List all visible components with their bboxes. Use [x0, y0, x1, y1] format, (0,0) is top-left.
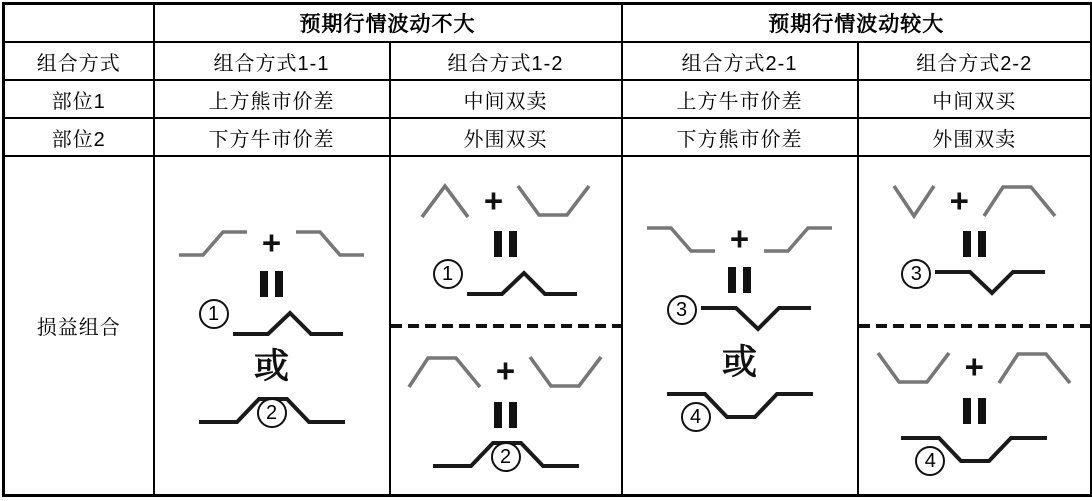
diagram-section — [155, 157, 389, 494]
operand-row — [645, 219, 834, 257]
equals-sign — [963, 231, 986, 257]
position2-cell-2-1: 下方熊市价差 — [622, 118, 858, 156]
combo-method-1-2: 组合方式1-2 — [390, 42, 622, 80]
position1-cell-2-1: 上方牛市价差 — [622, 80, 858, 118]
diagram-section — [859, 157, 1091, 324]
plus-sign: + — [949, 181, 969, 219]
combo-method-row — [4, 42, 1092, 80]
circled-number-4: 4 — [681, 402, 711, 432]
payoff-combo-1-2 — [391, 157, 621, 494]
row-label-combo-method: 组合方式 — [4, 42, 154, 80]
operand-row — [419, 182, 592, 220]
operand-row — [876, 349, 1073, 387]
rise-step-payoff-shape — [762, 224, 834, 254]
plus-sign: + — [729, 219, 750, 257]
peak-payoff-shape — [419, 182, 471, 220]
or-label: 或 — [721, 342, 757, 382]
position1-cell-1-2: 中间双卖 — [390, 80, 622, 118]
option-combination-table — [2, 2, 1092, 497]
flat-valley-payoff-shape — [516, 182, 592, 220]
plus-sign: + — [495, 352, 516, 390]
position2-cell-1-2: 外围双买 — [390, 118, 622, 156]
diagram-section — [623, 157, 857, 494]
valley-wings-payoff-shape — [699, 305, 813, 333]
equals-sign — [494, 231, 517, 257]
payoff-combo-1-1 — [155, 157, 389, 494]
peak-wings-payoff-shape — [465, 269, 579, 297]
result-row — [667, 298, 813, 334]
result-row — [197, 395, 347, 425]
payoff-combo-2-2 — [859, 157, 1091, 494]
combo-method-2-1: 组合方式2-1 — [622, 42, 858, 80]
operand-row — [407, 353, 604, 391]
corner-cell — [4, 4, 154, 43]
flat-top-payoff-shape — [982, 182, 1058, 220]
position2-cell-2-2: 外围双卖 — [858, 118, 1092, 156]
circled-number-3: 3 — [901, 259, 931, 289]
diagram-section — [391, 157, 621, 324]
combo-method-2-2: 组合方式2-2 — [858, 42, 1092, 80]
equals-sign — [494, 402, 517, 428]
circled-number-4: 4 — [915, 446, 945, 476]
flat-top-payoff-shape — [407, 353, 483, 391]
valley-wings-payoff-shape — [933, 269, 1047, 297]
row-label-payoff: 损益组合 — [4, 156, 154, 496]
position2-row — [4, 118, 1092, 156]
row-label-position1: 部位1 — [4, 80, 154, 118]
plus-sign: + — [261, 223, 282, 261]
equals-sign — [728, 267, 751, 293]
diagram-section — [859, 328, 1091, 495]
position1-cell-1-1: 上方熊市价差 — [154, 80, 390, 118]
payoff-row — [4, 156, 1092, 496]
result-row — [901, 263, 1047, 298]
circled-number-2: 2 — [491, 442, 521, 472]
peak-wings-payoff-shape — [231, 309, 345, 337]
equals-sign — [260, 271, 283, 297]
or-label: 或 — [253, 346, 289, 386]
valley-payoff-shape — [891, 183, 937, 219]
result-row — [431, 439, 581, 469]
payoff-combo-2-1 — [623, 157, 857, 494]
equals-sign — [963, 398, 986, 424]
result-row — [433, 263, 579, 298]
group-header-row — [4, 4, 1092, 43]
group-header-low-volatility: 预期行情波动不大 — [154, 4, 622, 43]
circled-number-1: 1 — [199, 299, 229, 329]
circled-number-3: 3 — [667, 295, 697, 325]
strategy-table-wrapper — [2, 2, 1090, 497]
flat-valley-payoff-shape — [876, 349, 952, 387]
row-label-position2: 部位2 — [4, 118, 154, 156]
rise-step-payoff-shape — [177, 228, 249, 258]
flat-valley-payoff-shape — [528, 353, 604, 391]
position1-cell-2-2: 中间双买 — [858, 80, 1092, 118]
fall-step-payoff-shape — [294, 228, 366, 258]
circled-number-2: 2 — [257, 398, 287, 428]
diagram-section — [391, 328, 621, 495]
group-header-high-volatility: 预期行情波动较大 — [622, 4, 1092, 43]
plus-sign: + — [964, 348, 984, 386]
result-row — [199, 302, 345, 338]
position2-cell-1-1: 下方牛市价差 — [154, 118, 390, 156]
result-row — [899, 435, 1049, 472]
flat-top-payoff-shape — [997, 349, 1073, 387]
result-row — [665, 391, 815, 428]
operand-row — [177, 223, 366, 261]
plus-sign: + — [483, 181, 504, 219]
fall-step-payoff-shape — [645, 224, 717, 254]
circled-number-1: 1 — [433, 259, 463, 289]
operand-row — [891, 182, 1058, 220]
position1-row — [4, 80, 1092, 118]
combo-method-1-1: 组合方式1-1 — [154, 42, 390, 80]
